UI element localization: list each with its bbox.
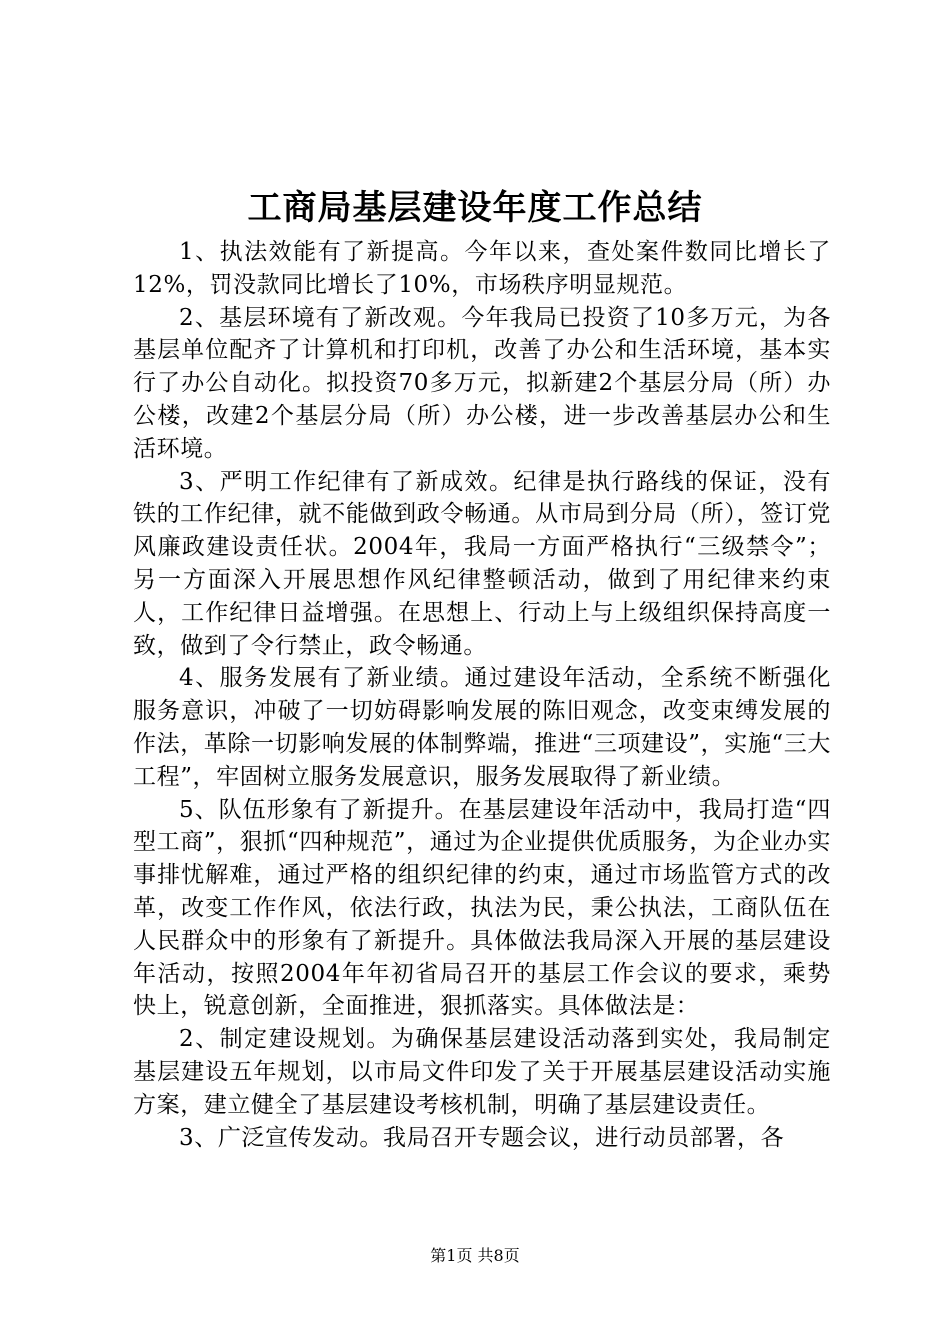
paragraph: 3、严明工作纪律有了新成效。纪律是执行路线的保证，没有铁的工作纪律，就不能做到政令畅通。从市局到分局（所），签订党风廉政建设责任状。2004年，我局一方面严格执行“三级禁令”；另一方面深入开展思想作风纪律整顿活动，做到了用纪律来约束人，工作纪律日益增强。在思想上、行动上与上级组织保持高度一致，做到了令行禁止，政令畅通。 xyxy=(133,468,831,659)
paragraph: 2、基层环境有了新改观。今年我局已投资了10多万元，为各基层单位配齐了计算机和打印机，改善了办公和生活环境，基本实行了办公自动化。拟投资70多万元，拟新建2个基层分局（所）办公楼，改建2个基层分局（所）办公楼，进一步改善基层办公和生活环境。 xyxy=(133,304,831,462)
paragraph: 5、队伍形象有了新提升。在基层建设年活动中，我局打造“四型工商”，狠抓“四种规范”，通过为企业提供优质服务，为企业办实事排忧解难，通过严格的组织纪律的约束，通过市场监管方式的改革，改变工作作风，依法行政，执法为民，秉公执法，工商队伍在人民群众中的形象有了新提升。具体做法我局深入开展的基层建设年活动，按照2004年年初省局召开的基层工作会议的要求，乘势快上，锐意创新，全面推进，狠抓落实。具体做法是： xyxy=(133,796,831,1020)
document-body xyxy=(133,236,831,1154)
document-title: 工商局基层建设年度工作总结 xyxy=(247,188,703,228)
paragraph: 4、服务发展有了新业绩。通过建设年活动，全系统不断强化服务意识，冲破了一切妨碍影响发展的陈旧观念，改变束缚发展的作法，革除一切影响发展的体制弊端，推进“三项建设”，实施“三大工程”，牢固树立服务发展意识，服务发展取得了新业绩。 xyxy=(133,665,831,790)
paragraph: 3、广泛宣传发动。我局召开专题会议，进行动员部署，各 xyxy=(179,1124,785,1151)
paragraph: 2、制定建设规划。为确保基层建设活动落到实处，我局制定基层建设五年规划，以市局文件印发了关于开展基层建设活动实施方案，建立健全了基层建设考核机制，明确了基层建设责任。 xyxy=(133,1026,831,1118)
paragraph: 1、执法效能有了新提高。今年以来，查处案件数同比增长了12%，罚没款同比增长了10%，市场秩序明显规范。 xyxy=(133,239,831,298)
page-number-footer: 第1页 共8页 xyxy=(430,1246,520,1265)
